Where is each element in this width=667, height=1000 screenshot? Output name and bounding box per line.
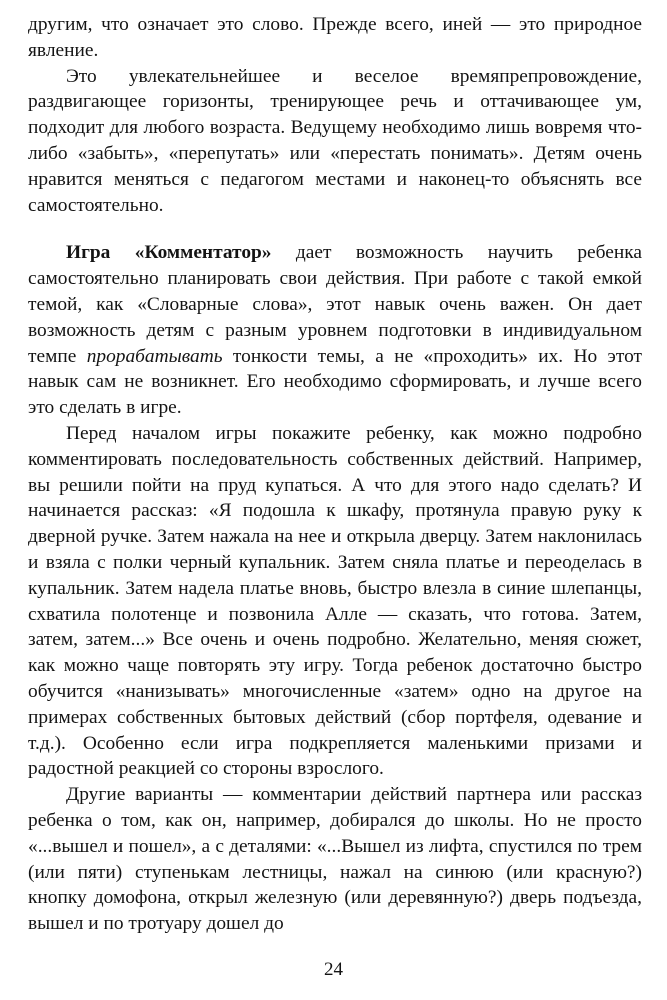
section-gap	[28, 218, 642, 240]
book-page	[28, 12, 642, 937]
paragraph-text-part-1: дает возможность научить ребенка самостоятельно планировать свои действия. При работе с такой емкой темой, как «Словарные слова», этот навык очень важен. Он дает возможность детям с разным уровнем подготовки в индивидуальном темпе	[28, 242, 642, 367]
paragraph-other-variants: Другие варианты — комментарии действий партнера или рассказ ребенка о том, как он, например, добирался до школы. Но не просто «...вышел и пошел», а с деталями: «...Вышел из лифта, спустился по трем (или пяти) ступенькам лестницы, нажал на синюю (или красную?) кнопку домофона, открыл железную (или деревянную?) дверь подъезда, вышел и по тротуару дошел до	[28, 784, 642, 935]
paragraph-commentator-intro	[28, 240, 642, 421]
paragraph-continued: другим, что означает это слово. Прежде всего, иней — это природное явление.	[28, 14, 642, 61]
game-title-bold: Игра «Комментатор»	[66, 242, 272, 264]
page-number: 24	[324, 959, 343, 980]
italic-term: прорабатывать	[86, 345, 223, 367]
paragraph-text-part-2: тонкости темы, а не «проходить» их. Но этот навык сам не возникнет. Его необходимо сформировать, и лучше всего это сделать в игре.	[28, 345, 642, 419]
paragraph-game-description: Это увлекательнейшее и веселое времяпрепровождение, раздвигающее горизонты, тренирующее речь и оттачивающее ум, подходит для любого возраста. Ведущему необходимо лишь вовремя что-либо «забыть», «перепутать» или «перестать понимать». Детям очень нравится меняться с педагогом местами и наконец-то объяснять все самостоятельно.	[28, 65, 642, 216]
paragraph-example-story: Перед началом игры покажите ребенку, как можно подробно комментировать последовательность собственных действий. Например, вы решили пойти на пруд купаться. А что для этого надо сделать? И начинается рассказ: «Я подошла к шкафу, протянула правую руку к дверной ручке. Затем нажала на нее и открыла дверцу. Затем наклонилась и взяла с полки черный купальник. Затем сняла платье и переоделась в купальник. Затем надела платье вновь, быстро влезла в синие шлепанцы, схватила полотенце и позвонила Алле — сказать, что готова. Затем, затем, затем...» Все очень и очень подробно. Желательно, меняя сюжет, как можно чаще повторять эту игру. Тогда ребенок достаточно быстро обучится «нанизывать» многочисленные «затем» одно на другое на примерах собственных бытовых действий (сбор портфеля, одевание и т.д.). Особенно если игра подкрепляется маленькими призами и радостной реакцией со стороны взрослого.	[28, 422, 642, 780]
